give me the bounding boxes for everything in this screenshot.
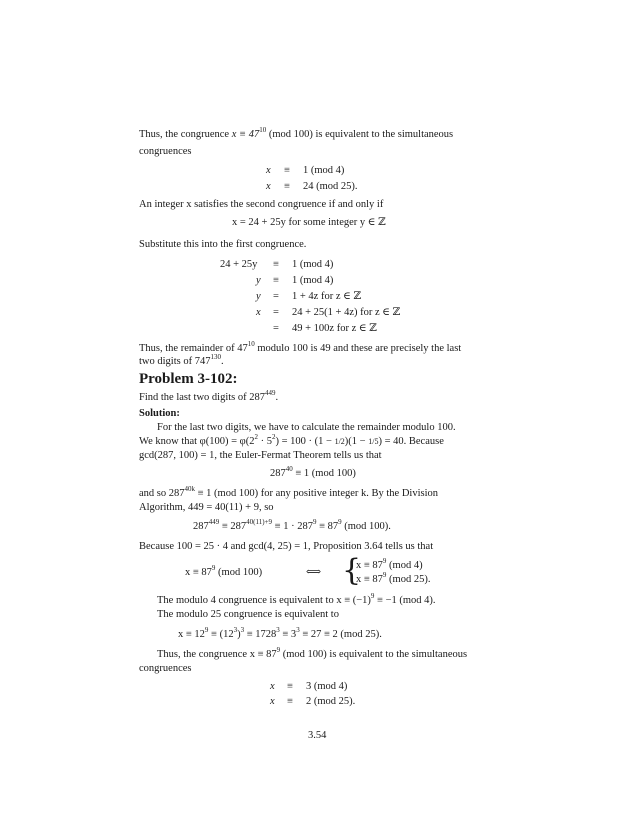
solution-line1: For the last two digits, we have to calculate the remainder modulo 100. — [157, 422, 456, 433]
sys1-lhs-1: x — [266, 165, 271, 176]
sys2-op-3: = — [273, 291, 279, 302]
exponent: 9 — [276, 646, 281, 654]
sys2-lhs-2: y — [256, 275, 261, 286]
exponent: 3 — [233, 626, 238, 634]
solution-line3: gcd(287, 100) = 1, the Euler-Fermat Theorem tells us that — [139, 450, 382, 461]
text: ) = 100 · (1 − — [275, 436, 335, 447]
sys3-rhs-2: 2 (mod 25). — [306, 696, 356, 707]
exponent: 2 — [254, 433, 258, 441]
text: Thus, the remainder of 47 — [139, 343, 248, 354]
fraction: 1/5 — [368, 437, 379, 446]
sys1-op-1: ≡ — [284, 165, 290, 176]
sys1-rhs-2: 24 (mod 25). — [303, 181, 358, 192]
sys2-rhs-4: 24 + 25(1 + 4z) for z ∈ ℤ — [292, 307, 401, 318]
exponent: 2 — [271, 433, 276, 441]
paragraph-3: Substitute this into the first congruence. — [139, 239, 307, 250]
problem-heading: Problem 3-102: — [139, 371, 238, 387]
sys2-op-1: ≡ — [273, 259, 279, 270]
sys1-lhs-2: x — [266, 181, 271, 192]
text: (mod 100) is equivalent to the simultaneous — [266, 129, 454, 140]
text: (mod 100). — [341, 521, 391, 532]
fraction: 1/2 — [334, 437, 345, 446]
text: (mod 100) is equivalent to the simultaneous — [280, 649, 468, 660]
sys2-rhs-1: 1 (mod 4) — [292, 259, 334, 270]
text: ≡ 87 — [316, 521, 339, 532]
text: ≡ 1 (mod 100) — [292, 468, 356, 479]
sys2-rhs-3: 1 + 4z for z ∈ ℤ — [292, 291, 362, 302]
solution-line8: The modulo 25 congruence is equivalent to — [157, 609, 339, 620]
text: two digits of 747 — [139, 356, 211, 367]
sys2-op-4: = — [273, 307, 279, 318]
sys3-op-1: ≡ — [287, 681, 293, 692]
text: ≡ −1 (mod 4). — [374, 595, 436, 606]
sys3-lhs-1: x — [270, 681, 275, 692]
exponent: 3 — [276, 626, 280, 634]
solution-line4 — [139, 487, 438, 500]
exponent: 10 — [247, 340, 255, 348]
text: (mod 100) — [215, 567, 263, 578]
exponent: 9 — [370, 592, 375, 600]
text: (mod 4) — [386, 560, 423, 571]
text: . — [275, 392, 279, 403]
text: and so 287 — [139, 488, 185, 499]
paragraph-2: An integer x satisfies the second congruence if and only if — [139, 199, 384, 210]
text: x ≡ 87 — [356, 560, 383, 571]
text: 287 — [193, 521, 209, 532]
text: 287 — [270, 468, 286, 479]
text: Find the last two digits of 287 — [139, 392, 265, 403]
text: Thus, the congruence — [139, 129, 232, 140]
sys2-op-2: ≡ — [273, 275, 279, 286]
sys2-op-5: = — [273, 323, 279, 334]
exponent: 40(11)+9 — [246, 518, 273, 526]
text: ≡ 1728 — [244, 629, 277, 640]
text: ≡ 1 · 287 — [272, 521, 313, 532]
crt-right-1 — [356, 559, 423, 572]
text: ) = 40. Because — [378, 436, 444, 447]
sys2-lhs-3: y — [256, 291, 261, 302]
sys2-lhs-4: x — [256, 307, 261, 318]
sys2-lhs-1: 24 + 25y — [220, 259, 258, 270]
solution-line2 — [139, 435, 444, 448]
equation-euler — [270, 467, 356, 480]
sys1-rhs-1: 1 (mod 4) — [303, 165, 345, 176]
text: The modulo 4 congruence is equivalent to x ≡ (−1) — [157, 595, 371, 606]
sys3-op-2: ≡ — [287, 696, 293, 707]
math: x ≡ 47 — [231, 129, 260, 140]
text: ) — [237, 629, 241, 640]
exponent: 10 — [259, 126, 267, 134]
problem-statement — [139, 391, 278, 404]
sys1-op-2: ≡ — [284, 181, 290, 192]
exponent: 9 — [204, 626, 209, 634]
exponent: 40 — [285, 465, 293, 473]
sys3-rhs-1: 3 (mod 4) — [306, 681, 348, 692]
text: . — [220, 356, 224, 367]
text: modulo 100 is 49 and these are precisely the last — [254, 343, 462, 354]
text: · 5 — [257, 436, 272, 447]
exponent: 3 — [240, 626, 245, 634]
sys3-lhs-2: x — [270, 696, 275, 707]
sys2-rhs-2: 1 (mod 4) — [292, 275, 334, 286]
text: ≡ 27 ≡ 2 (mod 25). — [299, 629, 382, 640]
text: (mod 25). — [386, 574, 431, 585]
solution-line10: congruences — [139, 663, 192, 674]
exponent: 9 — [312, 518, 317, 526]
left-brace: { — [342, 553, 362, 588]
exponent: 130 — [210, 353, 221, 361]
text: We know that φ(100) = φ(2 — [139, 436, 255, 447]
equation-mod25 — [178, 628, 382, 641]
solution-line7 — [157, 594, 436, 607]
exponent: 9 — [211, 564, 216, 572]
paragraph-intro-line2: congruences — [139, 146, 192, 157]
exponent: 449 — [208, 518, 220, 526]
text: x ≡ 87 — [185, 567, 212, 578]
exponent: 3 — [296, 626, 300, 634]
text: ≡ 287 — [219, 521, 247, 532]
paragraph-4-line1 — [139, 342, 461, 355]
equation-reduction — [193, 520, 391, 533]
solution-line9 — [157, 648, 467, 661]
text: x ≡ 87 — [356, 574, 383, 585]
exponent: 9 — [338, 518, 342, 526]
paragraph-intro-line1 — [139, 128, 453, 141]
exponent: 449 — [265, 389, 276, 397]
text: )(1 − — [344, 436, 369, 447]
solution-line6: Because 100 = 25 · 4 and gcd(4, 25) = 1, Proposition 3.64 tells us that — [139, 541, 434, 552]
paragraph-4-line2 — [139, 355, 224, 368]
text: ≡ (12 — [208, 629, 234, 640]
exponent: 40k — [184, 485, 195, 493]
equation-2: x = 24 + 25y for some integer y ∈ ℤ — [232, 217, 386, 228]
crt-right-2 — [356, 573, 430, 586]
text: x ≡ 12 — [178, 629, 205, 640]
text: Thus, the congruence x ≡ 87 — [157, 649, 277, 660]
sys2-rhs-5: 49 + 100z for z ∈ ℤ — [292, 323, 377, 334]
page-number: 3.54 — [308, 730, 327, 741]
solution-line5: Algorithm, 449 = 40(11) + 9, so — [139, 502, 274, 513]
text: ≡ 1 (mod 100) for any positive integer k. By the Division — [195, 488, 439, 499]
iff-symbol: ⟺ — [306, 567, 322, 578]
exponent: 9 — [382, 571, 387, 579]
solution-label: Solution: — [139, 408, 180, 419]
crt-left — [185, 566, 262, 579]
exponent: 9 — [382, 557, 387, 565]
text: ≡ 3 — [279, 629, 297, 640]
